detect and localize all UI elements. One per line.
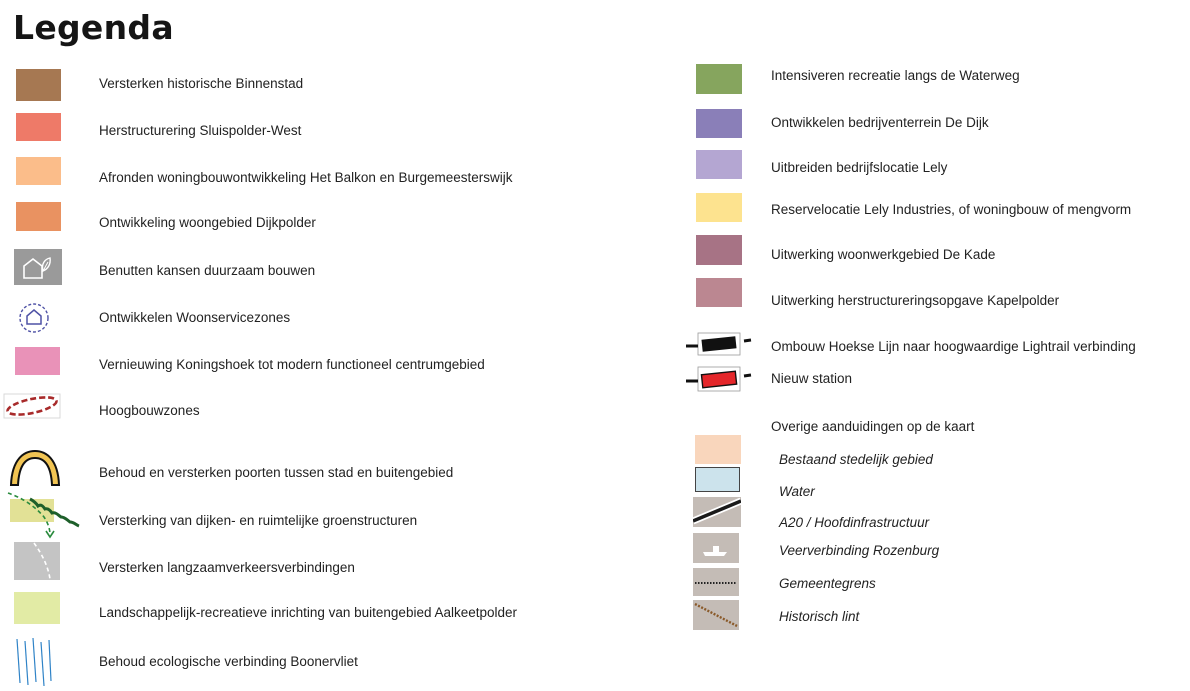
swatch-sluispolder-west: [16, 113, 61, 141]
legend-label: A20 / Hoofdinfrastructuur: [779, 515, 930, 530]
legend-label: Intensiveren recreatie langs de Waterweg: [771, 68, 1020, 83]
legend-item: [690, 107, 1185, 141]
station-red-icon: [684, 364, 754, 394]
dashed-ellipse-icon: [3, 392, 61, 420]
legend-label: Uitwerking herstructureringsopgave Kapelpolder: [771, 293, 1060, 308]
legend-item: [0, 111, 600, 147]
legend-item: [684, 330, 1184, 360]
house-circle-icon: [18, 302, 50, 334]
legend-label: Behoud en versterken poorten tussen stad en buitengebied: [99, 465, 454, 480]
legend-label: Benutten kansen duurzaam bouwen: [99, 263, 316, 278]
swatch-waterweg: [696, 64, 742, 94]
legend-item: [0, 247, 600, 287]
swatch-koningshoek: [15, 347, 60, 375]
legend-item: [684, 364, 1184, 394]
swatch-historische-binnenstad: [16, 69, 61, 101]
legend-item: [690, 566, 1185, 598]
legend-label: Hoogbouwzones: [99, 403, 200, 418]
border-dotted-icon: [693, 568, 739, 596]
legend-label: Reservelocatie Lely Industries, of woningbouw of mengvorm: [771, 202, 1132, 217]
legend-item: [0, 541, 600, 585]
legend-label: Uitbreiden bedrijfslocatie Lely: [771, 160, 948, 175]
legend-item: [0, 66, 600, 102]
legend-title: Legenda: [13, 8, 174, 47]
legend-label: Ontwikkeling woongebied Dijkpolder: [99, 215, 316, 230]
slow-traffic-icon: [14, 542, 60, 580]
legend-label: Bestaand stedelijk gebied: [779, 452, 933, 467]
legend-label: Veerverbinding Rozenburg: [779, 543, 940, 558]
historic-ribbon-icon: [693, 600, 739, 630]
legend-label: Historisch lint: [779, 609, 860, 624]
legend-item: [690, 278, 1185, 312]
ferry-icon: [693, 533, 739, 563]
swatch-lely-industries: [696, 193, 742, 222]
legend-item: [690, 234, 1185, 268]
legend-item: [0, 445, 600, 489]
legend-item: [0, 590, 600, 626]
dike-green-icon: [4, 491, 82, 541]
legend-label: Gemeentegrens: [779, 576, 876, 591]
legend-item: [690, 62, 1185, 96]
legend-item: [0, 637, 600, 687]
legend-item: [0, 392, 600, 428]
legend-item: [690, 466, 1185, 499]
legend-label: Nieuw station: [771, 371, 853, 386]
legend-item: [0, 491, 600, 541]
ecological-lines-icon: [12, 637, 56, 687]
legend-item: [0, 155, 600, 191]
legend-label: Behoud ecologische verbinding Boonervliet: [99, 654, 358, 669]
legend-label: Herstructurering Sluispolder-West: [99, 123, 302, 138]
swatch-stedelijk-gebied: [695, 435, 741, 464]
legend-label: Afronden woningbouwontwikkeling Het Balkon en Burgemeesterswijk: [99, 170, 513, 185]
legend-label: Uitwerking woonwerkgebied De Kade: [771, 247, 996, 262]
legend-label: Ontwikkelen Woonservicezones: [99, 310, 291, 325]
swatch-de-dijk: [696, 109, 742, 138]
legend-label: Ombouw Hoekse Lijn naar hoogwaardige Lightrail verbinding: [771, 339, 1136, 354]
swatch-water: [695, 467, 740, 492]
swatch-dijkpolder: [16, 202, 61, 231]
swatch-kapelpolder: [696, 278, 742, 307]
legend-item: [690, 532, 1185, 564]
legend-label: Landschappelijk-recreatieve inrichting van buitengebied Aalkeetpolder: [99, 605, 518, 620]
other-heading: Overige aanduidingen op de kaart: [771, 419, 975, 434]
legend-item: [690, 434, 1185, 466]
gate-arch-icon: [8, 447, 62, 487]
legend-label: Versterken langzaamverkeersverbindingen: [99, 560, 355, 575]
legend-item: [690, 496, 1185, 528]
legend-label: Water: [779, 484, 815, 499]
legend-item: [690, 150, 1185, 184]
legend-label: Vernieuwing Koningshoek tot modern functioneel centrumgebied: [99, 357, 485, 372]
legend-item: [690, 191, 1185, 225]
lightrail-black-icon: [684, 330, 754, 358]
swatch-lely: [696, 150, 742, 179]
legend-item: [690, 600, 1185, 632]
road-icon: [693, 497, 741, 527]
swatch-aalkeetpolder: [14, 592, 60, 624]
legend-item: [0, 201, 600, 237]
legend-label: Versterking van dijken- en ruimtelijke groenstructuren: [99, 513, 418, 528]
legend-item: [0, 300, 600, 336]
swatch-het-balkon: [16, 157, 61, 185]
legend-item: [0, 345, 600, 381]
swatch-de-kade: [696, 235, 742, 265]
legend-label: Ontwikkelen bedrijventerrein De Dijk: [771, 115, 989, 130]
legend-label: Versterken historische Binnenstad: [99, 76, 304, 91]
house-leaf-icon: [14, 249, 62, 285]
